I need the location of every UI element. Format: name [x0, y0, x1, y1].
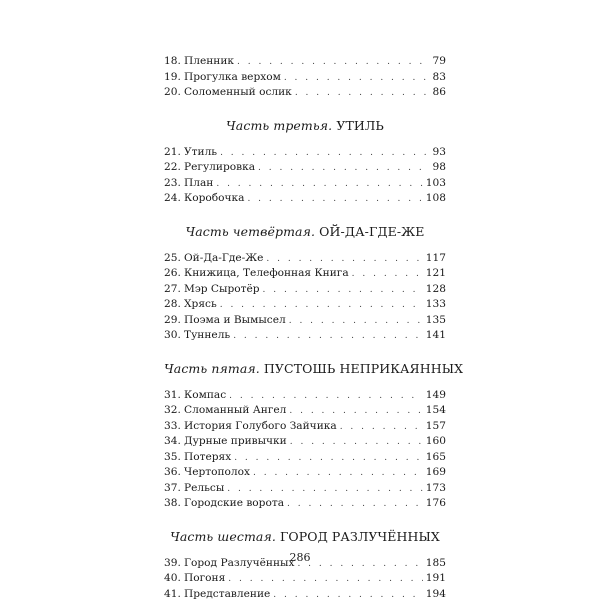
chapter-entry	[164, 481, 446, 497]
chapter-number: 18.	[164, 54, 184, 70]
chapter-page: 194	[423, 587, 446, 603]
chapter-number: 38.	[164, 496, 184, 512]
chapter-number: 34.	[164, 434, 184, 450]
section-heading	[164, 529, 446, 544]
chapter-entry	[164, 160, 446, 176]
part-label: Часть пятая.	[164, 361, 260, 376]
chapter-entry	[164, 434, 446, 450]
chapter-entry	[164, 450, 446, 466]
chapter-title: Хрясь	[184, 297, 220, 313]
chapter-title: Регулировка	[184, 160, 258, 176]
dot-leader	[228, 572, 422, 588]
chapter-page: 86	[430, 85, 446, 101]
chapter-number: 31.	[164, 388, 184, 404]
chapter-entry	[164, 282, 446, 298]
chapter-number: 39.	[164, 556, 184, 572]
part-title: ПУСТОШЬ НЕПРИКАЯННЫХ	[264, 361, 463, 376]
chapter-page: 103	[423, 176, 446, 192]
chapter-number: 36.	[164, 465, 184, 481]
dot-leader	[340, 420, 423, 436]
dot-leader	[237, 55, 429, 71]
chapter-page: 141	[423, 328, 446, 344]
chapter-page: 98	[430, 160, 446, 176]
chapter-list	[164, 54, 446, 101]
dot-leader	[287, 497, 423, 513]
chapter-entry	[164, 70, 446, 86]
chapter-list	[164, 388, 446, 512]
dot-leader	[352, 267, 423, 283]
chapter-number: 28.	[164, 297, 184, 313]
chapter-page: 191	[423, 571, 446, 587]
chapter-entry	[164, 266, 446, 282]
chapter-title: Потерях	[184, 450, 234, 466]
dot-leader	[295, 86, 430, 102]
chapter-page: 165	[423, 450, 446, 466]
dot-leader	[233, 329, 423, 345]
chapter-title: Компас	[184, 388, 229, 404]
dot-leader	[229, 389, 423, 405]
toc-section	[164, 224, 446, 344]
chapter-page: 128	[423, 282, 446, 298]
chapter-title: Городские ворота	[184, 496, 287, 512]
section-heading	[164, 224, 446, 239]
chapter-number: 22.	[164, 160, 184, 176]
chapter-number: 23.	[164, 176, 184, 192]
chapter-title: Рельсы	[184, 481, 227, 497]
chapter-page: 185	[423, 556, 446, 572]
chapter-title: Книжица, Телефонная Книга	[184, 266, 352, 282]
chapter-title: Представление	[184, 587, 273, 603]
dot-leader	[216, 177, 422, 193]
chapter-number: 26.	[164, 266, 184, 282]
chapter-title: Пленник	[184, 54, 237, 70]
dot-leader	[220, 298, 423, 314]
dot-leader	[289, 314, 423, 330]
chapter-entry	[164, 191, 446, 207]
dot-leader	[234, 451, 423, 467]
chapter-entry	[164, 85, 446, 101]
toc-section	[164, 529, 446, 603]
chapter-entry	[164, 571, 446, 587]
chapter-page: 135	[423, 313, 446, 329]
chapter-page: 79	[430, 54, 446, 70]
dot-leader	[284, 71, 430, 87]
chapter-entry	[164, 419, 446, 435]
chapter-number: 33.	[164, 419, 184, 435]
chapter-page: 121	[423, 266, 446, 282]
dot-leader	[247, 192, 422, 208]
dot-leader	[258, 161, 429, 177]
chapter-number: 35.	[164, 450, 184, 466]
chapter-number: 24.	[164, 191, 184, 207]
toc-section	[164, 118, 446, 207]
chapter-page: 173	[423, 481, 446, 497]
dot-leader	[266, 252, 422, 268]
dot-leader	[289, 404, 422, 420]
toc-section	[164, 54, 446, 101]
chapter-entry	[164, 251, 446, 267]
chapter-title: Прогулка верхом	[184, 70, 284, 86]
chapter-title: Утиль	[184, 145, 220, 161]
chapter-title: Туннель	[184, 328, 233, 344]
chapter-title: Коробочка	[184, 191, 247, 207]
chapter-page: 160	[423, 434, 446, 450]
chapter-page: 83	[430, 70, 446, 86]
chapter-title: Соломенный ослик	[184, 85, 295, 101]
dot-leader	[253, 466, 423, 482]
toc-section	[164, 361, 446, 512]
chapter-page: 157	[423, 419, 446, 435]
part-label: Часть третья.	[226, 118, 332, 133]
chapter-number: 27.	[164, 282, 184, 298]
chapter-page: 154	[423, 403, 446, 419]
chapter-title: Дурные привычки	[184, 434, 290, 450]
chapter-number: 40.	[164, 571, 184, 587]
dot-leader	[290, 435, 423, 451]
chapter-entry	[164, 403, 446, 419]
chapter-page: 117	[423, 251, 446, 267]
chapter-title: Погоня	[184, 571, 228, 587]
chapter-entry	[164, 465, 446, 481]
chapter-list	[164, 145, 446, 207]
chapter-number: 37.	[164, 481, 184, 497]
chapter-entry	[164, 145, 446, 161]
chapter-page: 169	[423, 465, 446, 481]
chapter-title: Поэма и Вымысел	[184, 313, 289, 329]
chapter-number: 29.	[164, 313, 184, 329]
section-heading	[164, 361, 446, 376]
part-title: ГОРОД РАЗЛУЧЁННЫХ	[280, 529, 440, 544]
chapter-title: Мэр Сыротёр	[184, 282, 263, 298]
chapter-entry	[164, 54, 446, 70]
chapter-title: Чертополох	[184, 465, 253, 481]
section-heading	[164, 118, 446, 133]
part-label: Часть четвёртая.	[185, 224, 315, 239]
chapter-number: 20.	[164, 85, 184, 101]
chapter-page: 176	[423, 496, 446, 512]
dot-leader	[227, 482, 423, 498]
chapter-page: 108	[423, 191, 446, 207]
chapter-number: 32.	[164, 403, 184, 419]
part-title: УТИЛЬ	[336, 118, 384, 133]
dot-leader	[220, 146, 429, 162]
part-label: Часть шестая.	[170, 529, 276, 544]
chapter-number: 41.	[164, 587, 184, 603]
chapter-number: 25.	[164, 251, 184, 267]
chapter-number: 19.	[164, 70, 184, 86]
chapter-page: 133	[423, 297, 446, 313]
chapter-entry	[164, 313, 446, 329]
chapter-number: 21.	[164, 145, 184, 161]
chapter-title: Ой-Да-Где-Же	[184, 251, 266, 267]
chapter-entry	[164, 496, 446, 512]
chapter-number: 30.	[164, 328, 184, 344]
chapter-entry	[164, 297, 446, 313]
page-number: 286	[0, 551, 600, 564]
chapter-title: Сломанный Ангел	[184, 403, 289, 419]
table-of-contents	[164, 54, 446, 602]
dot-leader	[263, 283, 423, 299]
part-title: ОЙ-ДА-ГДЕ-ЖЕ	[319, 224, 424, 239]
chapter-entry	[164, 176, 446, 192]
dot-leader	[273, 588, 422, 603]
chapter-title: История Голубого Зайчика	[184, 419, 340, 435]
chapter-entry	[164, 388, 446, 404]
chapter-list	[164, 251, 446, 344]
chapter-page: 149	[423, 388, 446, 404]
chapter-entry	[164, 328, 446, 344]
chapter-title: План	[184, 176, 216, 192]
chapter-page: 93	[430, 145, 446, 161]
chapter-title: Город Разлучённых	[184, 556, 297, 572]
